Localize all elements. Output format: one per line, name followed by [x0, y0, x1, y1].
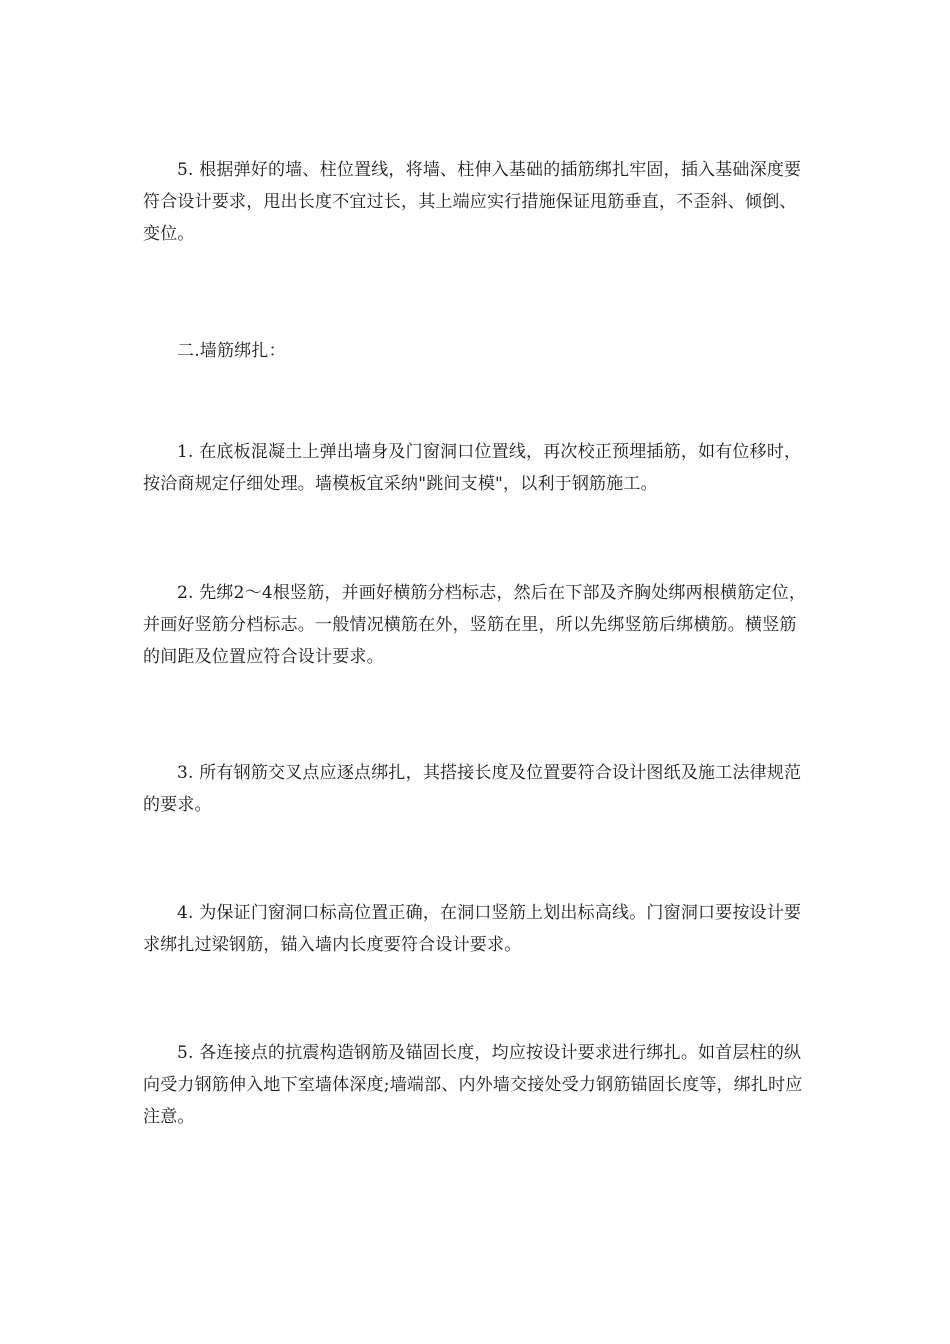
paragraph-step-1: 1. 在底板混凝土上弹出墙身及门窗洞口位置线，再次校正预埋插筋，如有位移时，按洽商规定仔细处理。墙模板宜采纳"跳间支模"，以利于钢筋施工。	[143, 442, 802, 494]
paragraph-step-3: 3. 所有钢筋交叉点应逐点绑扎，其搭接长度及位置要符合设计图纸及施工法律规范的要求。	[143, 763, 802, 815]
section-heading-wall-rebar: 二.墙筋绑扎：	[177, 341, 286, 361]
paragraph-step-5: 5. 各连接点的抗震构造钢筋及锚固长度，均应按设计要求进行绑扎。如首层柱的纵向受力钢筋伸入地下室墙体深度;墙端部、内外墙交接处受力钢筋锚固长度等，绑扎时应注意。	[143, 1043, 803, 1127]
paragraph-step-4: 4. 为保证门窗洞口标高位置正确，在洞口竖筋上划出标高线。门窗洞口要按设计要求绑扎过梁钢筋，锚入墙内长度要符合设计要求。	[143, 903, 802, 955]
paragraph-step-2: 2. 先绑2～4根竖筋，并画好横筋分档标志，然后在下部及齐胸处绑两根横筋定位，并画好竖筋分档标志。一般情况横筋在外，竖筋在里，所以先绑竖筋后绑横筋。横竖筋的间距及位置应符合设计要求。	[143, 583, 807, 667]
paragraph-step-5-foundation: 5. 根据弹好的墙、柱位置线，将墙、柱伸入基础的插筋绑扎牢固，插入基础深度要符合设计要求，甩出长度不宜过长，其上端应实行措施保证甩筋垂直，不歪斜、倾倒、变位。	[143, 160, 802, 244]
